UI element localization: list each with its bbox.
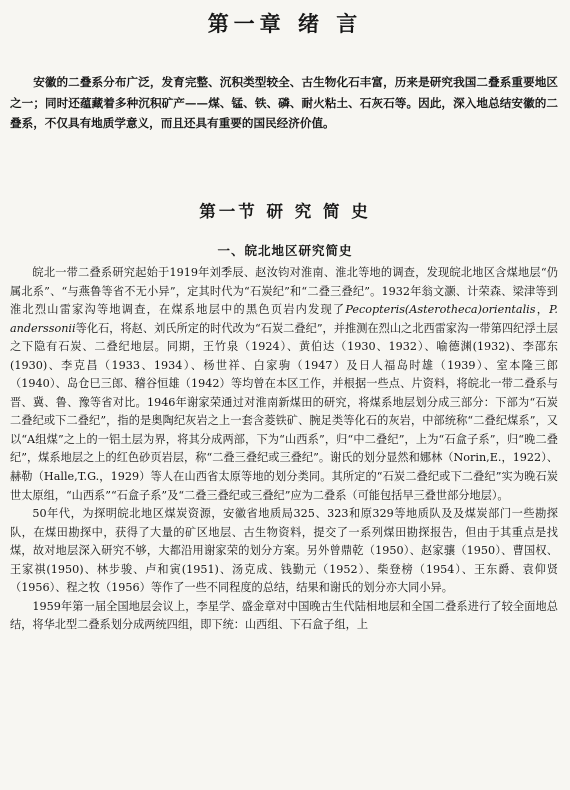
intro-paragraph: 安徽的二叠系分布广泛，发育完整、沉积类型较全、古生物化石丰富，历来是研究我国二叠系重要地区之一；同时还蕴藏着多种沉积矿产——煤、锰、铁、磷、耐火粘土、石灰石等。因此，深入地总结安徽的二叠系，不仅具有地质学意义，而且还具有重要的国民经济价值。 [10,75,558,130]
body-paragraph-1-part-b: ， [535,303,550,317]
body-paragraph-1-part-c: 等化石，将赵、刘氏所定的时代改为“石炭二叠纪”，并推测在烈山之北西雷家沟一带第四纪浮土层之下隐有石炭、二叠纪地层。同期，王竹泉（1924）、黄伯达（1930、1932）、喻德渊(1932)、李邵东(1930)、李克昌（1933、1934）、杨世祥、白家驹（1947）及日人福岛时雄（1939）、室本隆三郎（1940）、岛仓巳三郎、稽谷恒雄（1942）等均曾在本区工作，并根据一些点、片资料，将皖北一带二叠系与晋、冀、鲁、豫等省对比。1946年谢家荣通过对淮南新煤田的研究，将煤系地层划分成三部分：下部为“石炭二叠纪或下二叠纪”，指的是奥陶纪灰岩之上一套含菱铁矿、腕足类等化石的灰岩，中部统称“二叠纪煤系”，又以“A组煤”之上的一铝土层为界，将其分成两部，下为“山西系”，归“中二叠纪”，上为“石盒子系”，归“晚二叠纪”，煤系地层之上的红色砂页岩层，称“二叠三叠纪或三叠纪”。谢氏的划分显然和娜林（Norin,E.，1922）、赫勒（Halle,T.G.，1929）等人在山西省太原等地的划分类同。其所定的“石炭二叠纪或下二叠纪”实为晚石炭世太原组，“山西系”“石盒子系”及“二叠三叠纪或三叠纪”应为二叠系（可能包括早三叠世部分地层）。 [10,321,558,502]
body-paragraph-2: 50年代，为探明皖北地区煤炭资源，安徽省地质局325、323和原329等地质队及及煤炭部门一些勘探队，在煤田勘探中，获得了大量的矿区地层、古生物资料，提交了一系列煤田勘探报告，但由于其重点是找煤，故对地层深入研究不够，大都沿用谢家荣的划分方案。另外曾鼎乾（1950）、赵家骧（1950）、曹国权、王家祺(1950)、林步骏、卢和寅(1951)、汤克成、钱勤元（1952）、柴登榜（1954）、王东爵、袁仰贤（1956）、程之牧（1956）等作了一些不同程度的总结，结果和谢氏的划分亦大同小异。 [10,507,558,595]
body-paragraph-1 [10,264,558,505]
body-paragraph-3: 1959年第一届全国地层会议上，李星学、盛金章对中国晚古生代陆相地层和全国二叠系进行了较全面地总结，将华北型二叠系划分成两统四组，即下统：山西组、下石盒子组，上 [10,599,558,632]
section-title: 第一节 研 究 简 史 [199,202,371,221]
body-text [10,264,558,635]
body-paragraph-1-part-a: 皖北一带二叠系研究起始于1919年刘季辰、赵汝钧对淮南、淮北等地的调查，发现皖北地区含煤地层“仍属北系”、“与燕鲁等省不无小异”，定其时代为“石炭纪”和“二叠三叠纪”。1932年翁文灏、计荣森、梁津等到淮北烈山雷家沟等地调查，在煤系地层中的黑色页岩内发现了 [10,266,558,317]
subsection-title: 一、皖北地区研究简史 [217,243,353,258]
species-name-2: P. anderssonii [10,303,558,335]
species-name-1: Pecopteris(Asterotheca)orientalis [345,303,536,317]
chapter-title: 第一章 绪 言 [207,11,363,36]
